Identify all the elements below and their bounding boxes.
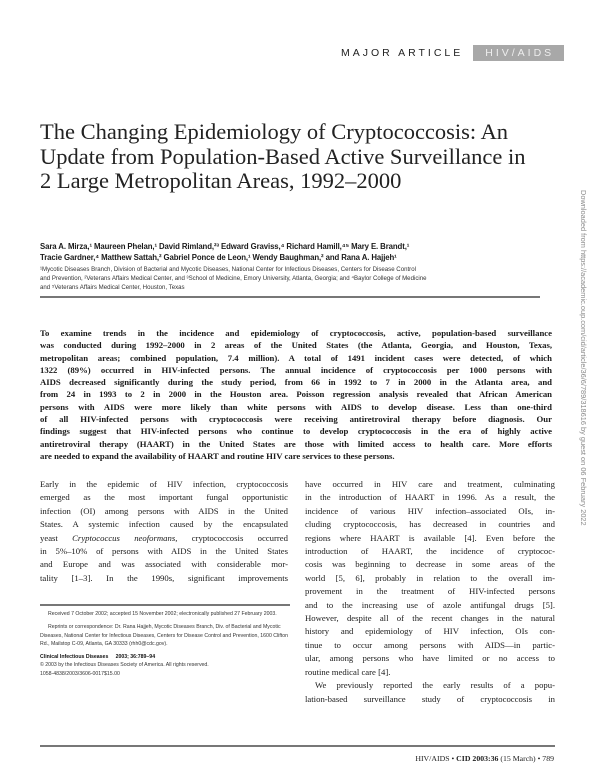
author-list bbox=[40, 241, 530, 263]
text-line: yeast Cryptococcus neoformans, cryptococcosis occurred bbox=[40, 532, 288, 543]
text-line: have occurred in HIV care and treatment, culminating bbox=[305, 479, 555, 489]
article-type-header bbox=[341, 45, 564, 61]
journal-citation: Clinical Infectious Diseases 2003; 36:789–94 bbox=[40, 654, 156, 661]
text-line: of all HIV-infected persons with cryptococcosis were receiving antiretroviral therapy before diagnosis. Our bbox=[40, 414, 552, 425]
text-line: provement in the treatment of HIV-infected persons bbox=[305, 586, 555, 597]
download-watermark: Downloaded from https://academic.oup.com/cid/article/36/6/789/318616 by guest on 06 February 2022 bbox=[579, 190, 588, 526]
text-line: antiretroviral therapy (HAART) in the United States are those with limited access to health care. More efforts bbox=[40, 438, 552, 449]
text-line: We previously reported the early results of a popu- bbox=[315, 680, 555, 691]
category-tag: HIV/AIDS bbox=[473, 45, 564, 61]
text-line: from 24 in 1993 to 2 in 2000 in the Houston area. Poisson regression analysis revealed that African American bbox=[40, 389, 552, 400]
abstract bbox=[40, 327, 552, 462]
text-line: are needed to expand the availability of HAART and routine HIV care services to these persons. bbox=[40, 450, 395, 461]
divider bbox=[40, 296, 540, 298]
page-footer: HIV/AIDS • CID 2003:36 (15 March) • 789 bbox=[415, 754, 554, 763]
body-column-left bbox=[40, 478, 288, 585]
article-title: The Changing Epidemiology of Cryptococcosis: An Update from Population-Based Active Surveillance in 2 Large Metropolitan Areas, 1992–2000 bbox=[40, 119, 526, 193]
text-line: Early in the epidemic of HIV infection, cryptococcosis bbox=[40, 479, 288, 489]
section-label: MAJOR ARTICLE bbox=[341, 47, 464, 59]
text-line: regions where HAART is available [4]. Even before the bbox=[305, 532, 555, 543]
text-line: lation-based surveillance study of cryptococcosis in bbox=[305, 693, 555, 704]
text-line: 1322 (89%) occurred in HIV-infected persons. The annual incidence of cryptococcosis per 1000 persons with bbox=[40, 364, 552, 375]
text-line: cosis was beginning to decrease in some areas of the bbox=[305, 559, 555, 570]
footnotes bbox=[40, 610, 290, 678]
page-number: 789 bbox=[542, 754, 554, 763]
affiliations bbox=[40, 265, 540, 292]
text-line: routine medical care [4]. bbox=[305, 666, 391, 677]
reprints-note: Reprints or correspondence: Dr. Rana Hajjeh, Mycotic Diseases Branch, Div. of Bacterial and Mycotic Diseases, National Center for Infectious Diseases, Centers for Disease Control and Prevention, 1600 Clifton Rd., Mailstop C-09, Atlanta, GA 30333 (rhh0@cdc.gov). bbox=[40, 624, 288, 647]
affiliation-line: and ⁵Veterans Affairs Medical Center, Houston, Texas bbox=[40, 284, 185, 291]
footnote-divider bbox=[40, 604, 290, 606]
text-line: world [5, 6], probably in relation to the overall im- bbox=[305, 572, 555, 583]
text-line: in 5%–10% of persons with AIDS in the United States bbox=[40, 546, 288, 557]
affiliation-line: and Prevention, ²Veterans Affairs Medical Center, and ³School of Medicine, Emory University, Atlanta, Georgia; and ⁴Baylor College of Medicine bbox=[40, 275, 427, 282]
received-note: Received 7 October 2002; accepted 15 November 2002; electronically published 27 February 2003. bbox=[48, 611, 277, 617]
text-line: in the introduction of HAART in 1996. As a result, the bbox=[305, 492, 555, 503]
text-line: and to the increasing use of azole antifungal drugs [5]. bbox=[305, 599, 555, 610]
footer-divider bbox=[40, 745, 555, 747]
text-line: To examine trends in the incidence and epidemiology of cryptococcosis, active, population-based surveillance bbox=[40, 328, 552, 338]
text-line: tality [1–3]. In the 1990s, significant improvements bbox=[40, 572, 288, 583]
text-line: was conducted during 1992–2000 in 2 areas of the United States (the Atlanta, Georgia, and Houston, Texas, bbox=[40, 340, 552, 351]
text-line: metropolitan areas; combined population, 7.4 million). A total of 1491 incident cases were detected, of which bbox=[40, 352, 552, 363]
text-line: incidence of various HIV infection–associated OIs, in- bbox=[305, 505, 555, 516]
text-line: cluding cryptococcosis, has decreased in countries and bbox=[305, 519, 555, 530]
author-line: Sara A. Mirza,¹ Maureen Phelan,¹ David Rimland,²³ Edward Graviss,⁴ Richard Hamill,⁴⁵ Mary E. Brandt,¹ bbox=[40, 242, 410, 251]
text-line: However, despite all of the recent changes in the natural bbox=[305, 613, 555, 624]
text-line: history and epidemiology of HIV infection, OIs con- bbox=[305, 626, 555, 637]
text-line: infection (OI) among persons with AIDS in the United bbox=[40, 505, 288, 516]
text-line: States. A systemic infection caused by the encapsulated bbox=[40, 519, 288, 530]
copyright: © 2003 by the Infectious Diseases Society of America. All rights reserved. bbox=[40, 662, 209, 669]
issn: 1058-4838/2003/3606-0017$15.00 bbox=[40, 670, 120, 677]
text-line: persons with AIDS were more likely than white persons with AIDS to develop disease. Less than one-third bbox=[40, 401, 552, 412]
text-line: and Europe and was associated with considerable mor- bbox=[40, 559, 288, 570]
body-column-right bbox=[305, 478, 555, 706]
text-line: ular, among persons who have limited or no access to bbox=[305, 653, 555, 664]
text-line: emerged as the most important fungal opportunistic bbox=[40, 492, 288, 503]
text-line: tinue to occur among persons with AIDS—in partic- bbox=[305, 639, 555, 650]
text-line: findings suggest that HIV-infected persons who continue to develop cryptococcosis in the era of highly active bbox=[40, 426, 552, 437]
text-line: introduction of HAART, the incidence of cryptococ- bbox=[305, 546, 555, 557]
author-line: Tracie Gardner,⁴ Matthew Sattah,² Gabriel Ponce de Leon,¹ Wendy Baughman,² and Rana A. Hajjeh¹ bbox=[40, 253, 397, 262]
affiliation-line: ¹Mycotic Diseases Branch, Division of Bacterial and Mycotic Diseases, National Center for Infectious Diseases, Centers for Disease Control bbox=[40, 266, 416, 273]
text-line: AIDS decreased significantly during the study period, from 66 in 1992 to 7 in 2000 in the Atlanta area, and bbox=[40, 377, 552, 388]
